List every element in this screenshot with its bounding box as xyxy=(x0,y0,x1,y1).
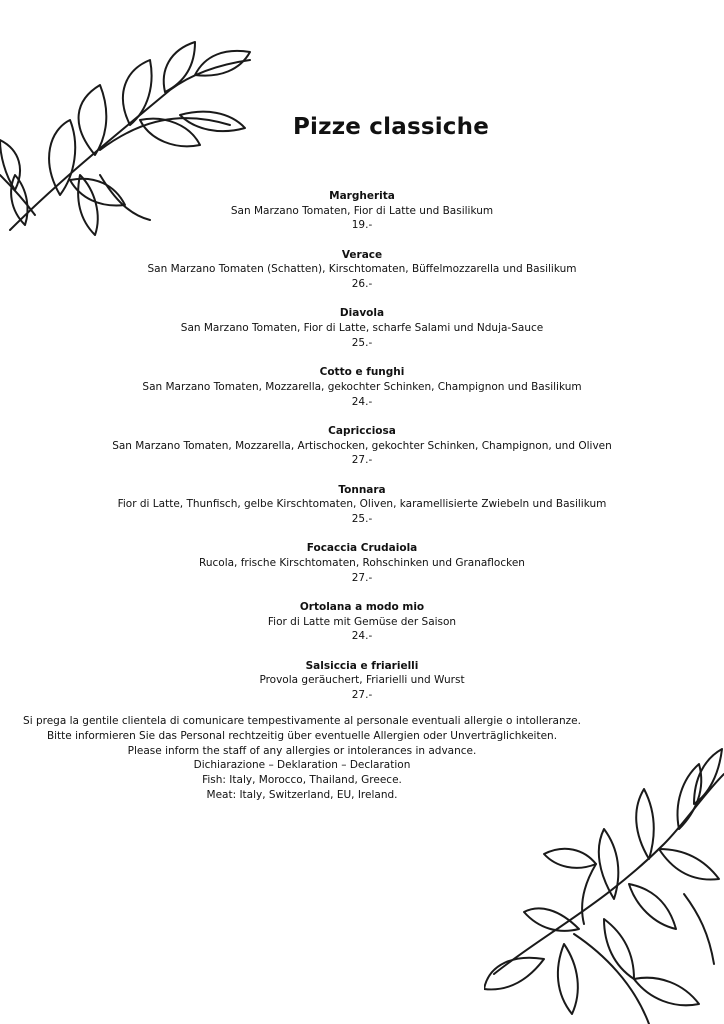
menu-item xyxy=(0,248,724,292)
menu-item-description: Provola geräuchert, Friarielli und Wurst xyxy=(259,674,465,687)
menu-item-name: Diavola xyxy=(339,307,385,320)
menu-item-price: 27.- xyxy=(351,571,373,584)
menu-item xyxy=(0,189,724,233)
menu-item-description: Fior di Latte mit Gemüse der Saison xyxy=(267,615,457,628)
menu-item-description: Rucola, frische Kirschtomaten, Rohschinken und Granaflocken xyxy=(199,556,525,569)
fish-origin-note: Fish: Italy, Morocco, Thailand, Greece. xyxy=(202,774,402,787)
menu-item xyxy=(0,659,724,703)
menu-item-name: Salsiccia e friarielli xyxy=(305,659,419,672)
meat-origin-note: Meat: Italy, Switzerland, EU, Ireland. xyxy=(206,788,398,801)
menu-item-name: Margherita xyxy=(329,190,395,202)
allergy-and-origin-notes xyxy=(0,714,604,803)
allergy-note-english: Please inform the staff of any allergies or intolerances in advance. xyxy=(127,744,477,757)
menu-item-description: San Marzano Tomaten (Schatten), Kirschtomaten, Büffelmozzarella und Basilikum xyxy=(147,263,577,276)
menu-item-name: Tonnara xyxy=(338,483,386,496)
menu-item-description: San Marzano Tomaten, Mozzarella, gekochter Schinken, Champignon und Basilikum xyxy=(142,380,582,393)
menu-item-price: 26.- xyxy=(351,278,373,291)
menu-item-name: Cotto e funghi xyxy=(319,366,405,379)
menu-item-price: 25.- xyxy=(351,512,373,525)
menu-item-price: 24.- xyxy=(351,395,373,408)
menu-item-name: Verace xyxy=(341,248,383,261)
menu-item xyxy=(0,541,724,585)
allergy-note-german: Bitte informieren Sie das Personal rechtzeitig über eventuelle Allergien oder Unverträglichkeiten. xyxy=(46,729,558,742)
menu-item-description: San Marzano Tomaten, Fior di Latte, scharfe Salami und Nduja-Sauce xyxy=(180,322,544,335)
menu-item-price: 19.- xyxy=(351,219,373,232)
menu-item-name: Focaccia Crudaiola xyxy=(306,542,418,555)
menu-item-name: Ortolana a modo mio xyxy=(299,600,425,613)
menu-item xyxy=(0,306,724,350)
menu-item-description: San Marzano Tomaten, Fior di Latte und Basilikum xyxy=(230,204,494,217)
menu-item xyxy=(0,483,724,527)
menu-item-price: 24.- xyxy=(351,630,373,643)
pizza-menu-list xyxy=(0,189,724,717)
menu-item-price: 27.- xyxy=(351,454,373,467)
menu-item-price: 27.- xyxy=(351,689,373,702)
menu-item xyxy=(0,600,724,644)
menu-item-name: Capricciosa xyxy=(328,424,396,437)
menu-item xyxy=(0,424,724,468)
declaration-heading: Dichiarazione – Deklaration – Declaration xyxy=(193,759,411,772)
menu-item-description: Fior di Latte, Thunfisch, gelbe Kirschtomaten, Oliven, karamellisierte Zwiebeln und Basilikum xyxy=(117,498,607,511)
menu-item-description: San Marzano Tomaten, Mozzarella, Artischocken, gekochter Schinken, Champignon, und Oliven xyxy=(112,439,612,452)
menu-item xyxy=(0,365,724,409)
menu-item-price: 25.- xyxy=(351,336,373,349)
allergy-note-italian: Si prega la gentile clientela di comunicare tempestivamente al personale eventuali allergie o intolleranze. xyxy=(23,715,581,727)
menu-title: Pizze classiche xyxy=(292,114,490,140)
